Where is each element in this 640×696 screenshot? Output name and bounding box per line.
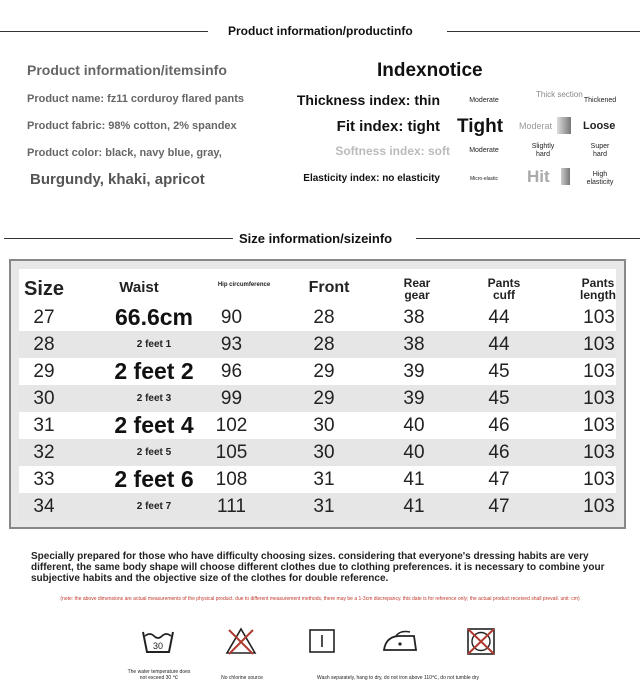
table-row — [19, 493, 616, 520]
softness-label: Softness index: soft — [335, 144, 450, 158]
header-size: Size — [23, 278, 65, 300]
cell-waist: 2 feet 5 — [136, 447, 172, 458]
elasticity-label: Elasticity index: no elasticity — [303, 173, 440, 184]
cell-cuff: 47 — [488, 496, 510, 517]
cell-hip: 96 — [220, 361, 243, 382]
cell-front: 30 — [313, 415, 335, 436]
fit-opt-moderate-label: Moderat — [519, 121, 553, 131]
cell-rear: 41 — [403, 496, 425, 517]
softness-opt-slightly-hard: Slightly hard — [531, 143, 555, 158]
iron-110-icon — [380, 626, 420, 656]
cell-waist: 2 feet 3 — [136, 393, 172, 404]
cell-hip: 108 — [215, 469, 248, 490]
cell-length: 103 — [583, 469, 615, 490]
product-info-heading: Product information/itemsinfo — [27, 62, 227, 78]
cell-rear: 38 — [403, 334, 425, 355]
index-notice-title: Indexnotice — [377, 60, 483, 81]
cell-length: 103 — [583, 442, 615, 463]
product-color: Product color: black, navy blue, gray, — [27, 147, 222, 159]
softness-opt-super-hard: Super hard — [590, 143, 610, 158]
header-rear: Rear gear — [403, 276, 431, 302]
cell-length: 103 — [583, 361, 615, 382]
cell-front: 31 — [313, 469, 335, 490]
cell-size: 34 — [33, 496, 55, 517]
cell-waist: 2 feet 2 — [114, 358, 194, 384]
table-row — [19, 412, 616, 439]
cell-size: 31 — [33, 415, 55, 436]
table-row — [19, 358, 616, 385]
fit-opt-moderate — [519, 117, 573, 134]
cell-cuff: 44 — [488, 307, 510, 328]
size-table-body — [19, 269, 616, 519]
fit-selected: Tight — [457, 116, 504, 137]
no-tumble-dry-icon — [464, 626, 498, 656]
cell-cuff: 47 — [488, 469, 510, 490]
cell-hip: 111 — [217, 496, 246, 517]
cell-rear: 39 — [403, 388, 425, 409]
cell-length: 103 — [583, 496, 615, 517]
care-wash-instructions: Wash separately, hang to dry, do not iron above 110℃, do not tumble dry — [317, 675, 479, 681]
product-fabric: Product fabric: 98% cotton, 2% spandex — [27, 120, 237, 132]
cell-front: 30 — [313, 442, 335, 463]
cell-waist: 2 feet 1 — [136, 339, 172, 350]
thickness-opt-thickened: Thickened — [583, 97, 617, 104]
elasticity-slider-icon — [561, 168, 570, 185]
fit-label: Fit index: tight — [336, 118, 440, 135]
elasticity-opt-hit — [527, 167, 573, 185]
thickness-label: Thickness index: thin — [296, 92, 440, 108]
size-divider-right — [416, 238, 640, 239]
care-water-temp: The water temperature does not exceed 30 ℃ — [127, 669, 191, 681]
elasticity-opt-high: High elasticity — [586, 171, 614, 186]
cell-size: 32 — [33, 442, 55, 463]
table-row — [19, 385, 616, 412]
header-cuff: Pants cuff — [487, 276, 521, 302]
header-waist: Waist — [119, 279, 159, 296]
softness-opt-moderate: Moderate — [469, 147, 499, 154]
cell-size: 29 — [33, 361, 55, 382]
cell-hip: 93 — [220, 334, 243, 355]
cell-waist: 2 feet 4 — [114, 412, 194, 438]
cell-hip: 105 — [215, 442, 248, 463]
table-row — [19, 304, 616, 331]
size-section-title: Size information/sizeinfo — [239, 231, 393, 246]
product-color-cont: Burgundy, khaki, apricot — [30, 171, 205, 188]
cell-rear: 38 — [403, 307, 425, 328]
cell-length: 103 — [583, 388, 615, 409]
cell-cuff: 46 — [488, 442, 510, 463]
table-row — [19, 466, 616, 493]
wash-30-icon — [141, 626, 175, 656]
cell-length: 103 — [583, 415, 615, 436]
cell-size: 28 — [33, 334, 55, 355]
cell-front: 29 — [313, 388, 335, 409]
measurement-note: (note: the above dimensions are actual measurements of the physical product. due to different measurement methods, there may be a 1-3cm discrepancy. this date is for reference only; the actual product received shall prevail. unit: cm) — [60, 596, 580, 602]
hang-dry-icon — [305, 626, 339, 656]
cell-waist: 66.6cm — [114, 304, 193, 330]
cell-cuff: 46 — [488, 415, 510, 436]
cell-cuff: 45 — [488, 361, 510, 382]
cell-size: 33 — [33, 469, 55, 490]
fit-opt-loose: Loose — [583, 120, 616, 132]
size-note: Specially prepared for those who have difficulty choosing sizes. considering that everyone's dressing habits are very different, the same body shape will choose different clothes due to clothing preferences. it is necessary to combine your subjective habits and the objective size of the clothes for double reference. — [31, 551, 605, 584]
divider-right — [447, 31, 640, 32]
cell-length: 103 — [583, 307, 615, 328]
svg-text:30: 30 — [152, 641, 164, 651]
cell-length: 103 — [583, 334, 615, 355]
table-row — [19, 331, 616, 358]
cell-rear: 40 — [403, 415, 425, 436]
thickness-opt-thick: Thick section — [536, 90, 583, 99]
elasticity-hit-label: Hit — [527, 167, 550, 186]
header-length: Pants length — [580, 276, 616, 302]
cell-rear: 41 — [403, 469, 425, 490]
cell-waist: 2 feet 6 — [114, 466, 194, 492]
care-no-chlorine: No chlorine source — [221, 675, 263, 681]
header-hip: Hip circumference — [217, 282, 271, 288]
product-section-title: Product information/productinfo — [228, 24, 413, 38]
elasticity-opt-micro: Micro-elastic — [469, 176, 499, 182]
cell-rear: 40 — [403, 442, 425, 463]
thickness-opt-moderate: Moderate — [469, 97, 499, 104]
table-row — [19, 439, 616, 466]
fit-slider-icon — [557, 117, 571, 134]
cell-rear: 39 — [403, 361, 425, 382]
cell-size: 27 — [33, 307, 55, 328]
cell-front: 28 — [313, 307, 335, 328]
size-divider-left — [4, 238, 233, 239]
cell-front: 29 — [313, 361, 335, 382]
cell-size: 30 — [33, 388, 55, 409]
header-front: Front — [308, 279, 350, 296]
cell-hip: 102 — [215, 415, 248, 436]
size-table — [9, 259, 626, 529]
cell-front: 31 — [313, 496, 335, 517]
no-chlorine-icon — [224, 626, 258, 656]
cell-hip: 99 — [220, 388, 243, 409]
cell-front: 28 — [313, 334, 335, 355]
product-name: Product name: fz11 corduroy flared pants — [27, 93, 244, 105]
cell-cuff: 44 — [488, 334, 510, 355]
cell-hip: 90 — [220, 307, 243, 328]
cell-cuff: 45 — [488, 388, 510, 409]
divider-left — [0, 31, 208, 32]
cell-waist: 2 feet 7 — [136, 501, 172, 512]
